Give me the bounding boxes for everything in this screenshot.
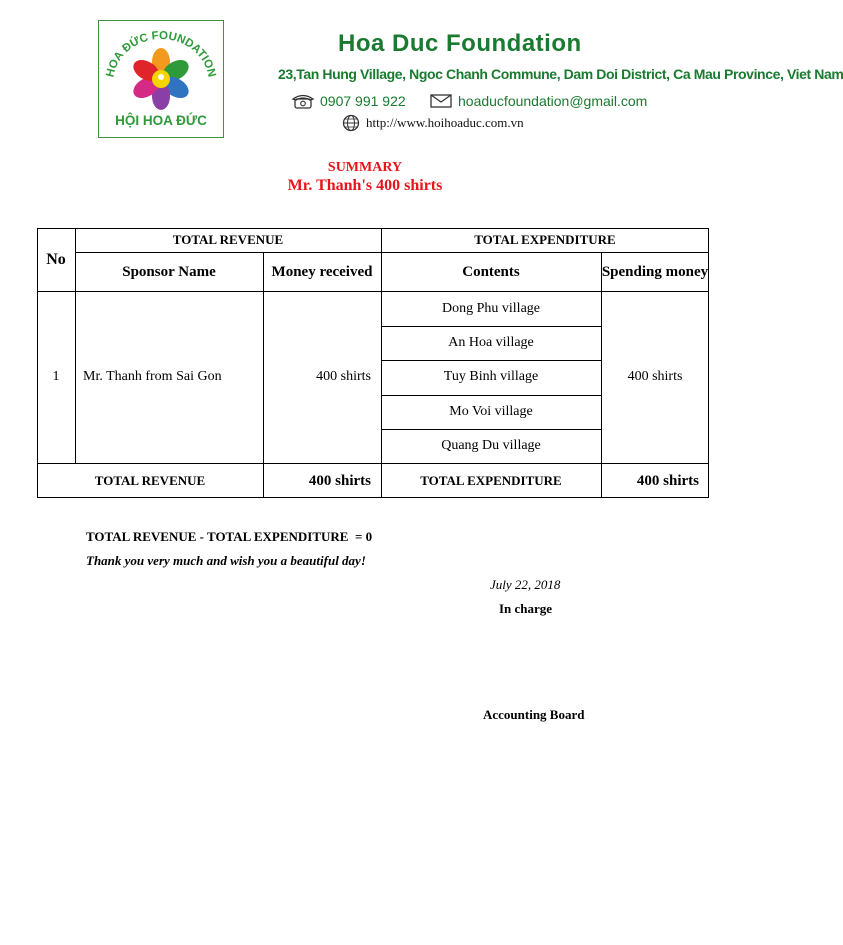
contents-item: An Hoa village [448,334,534,350]
header-total-expenditure: TOTAL EXPENDITURE [474,232,616,248]
summary-title: SUMMARY [327,160,403,175]
website-url: http://www.hoihoaduc.com.vn [366,115,524,130]
header-no: No [46,251,66,269]
logo-arc-text: HOA ĐỨC FOUNDATION [104,29,218,79]
total-revenue-label: TOTAL REVENUE [94,472,206,488]
contents-item: Mo Voi village [449,403,533,419]
total-revenue-value: 400 shirts [308,472,371,489]
org-name: Hoa Duc Foundation [338,30,582,57]
website-contact [342,114,524,132]
summary-table [37,228,709,498]
foundation-logo [98,20,224,138]
accounting-board-signature: Accounting Board [483,707,585,722]
contents-item: Quang Du village [441,437,541,453]
contents-item: Dong Phu village [442,300,540,316]
envelope-icon [430,93,452,109]
org-address: 23,Tan Hung Village, Ngoc Chanh Commune, Dam Doi District, Ca Mau Province, Viet Nam [278,66,843,82]
header-money-received: Money received [271,264,373,280]
logo-name: HỘI HOA ĐỨC [115,113,207,128]
email-address: hoaducfoundation@gmail.com [458,93,648,109]
email-contact [430,93,647,109]
phone-contact [292,93,406,109]
header-spending-money: Spending money [601,264,709,280]
logo-graphic [99,21,223,137]
header-sponsor-name: Sponsor Name [122,264,216,280]
thank-you-note: Thank you very much and wish you a beautiful day! [86,553,366,568]
header-total-revenue: TOTAL REVENUE [172,232,284,248]
row-money-received: 400 shirts [316,369,371,385]
phone-number: 0907 991 922 [320,93,406,109]
total-expenditure-label: TOTAL EXPENDITURE [420,472,562,488]
globe-icon [342,114,360,132]
row-sponsor-name: Mr. Thanh from Sai Gon [83,369,222,385]
in-charge-label: In charge [499,601,553,616]
contents-item: Tuy Binh village [443,369,539,385]
flower-icon [130,48,193,110]
header-contents: Contents [462,264,520,280]
row-spending-money: 400 shirts [627,369,683,385]
total-expenditure-value: 400 shirts [636,472,699,489]
summary-subtitle: Mr. Thanh's 400 shirts [287,177,443,194]
balance-equation: TOTAL REVENUE - TOTAL EXPENDITURE = 0 [86,529,373,544]
row-no: 1 [52,369,60,385]
phone-icon [292,93,314,109]
document-date: July 22, 2018 [490,577,561,592]
